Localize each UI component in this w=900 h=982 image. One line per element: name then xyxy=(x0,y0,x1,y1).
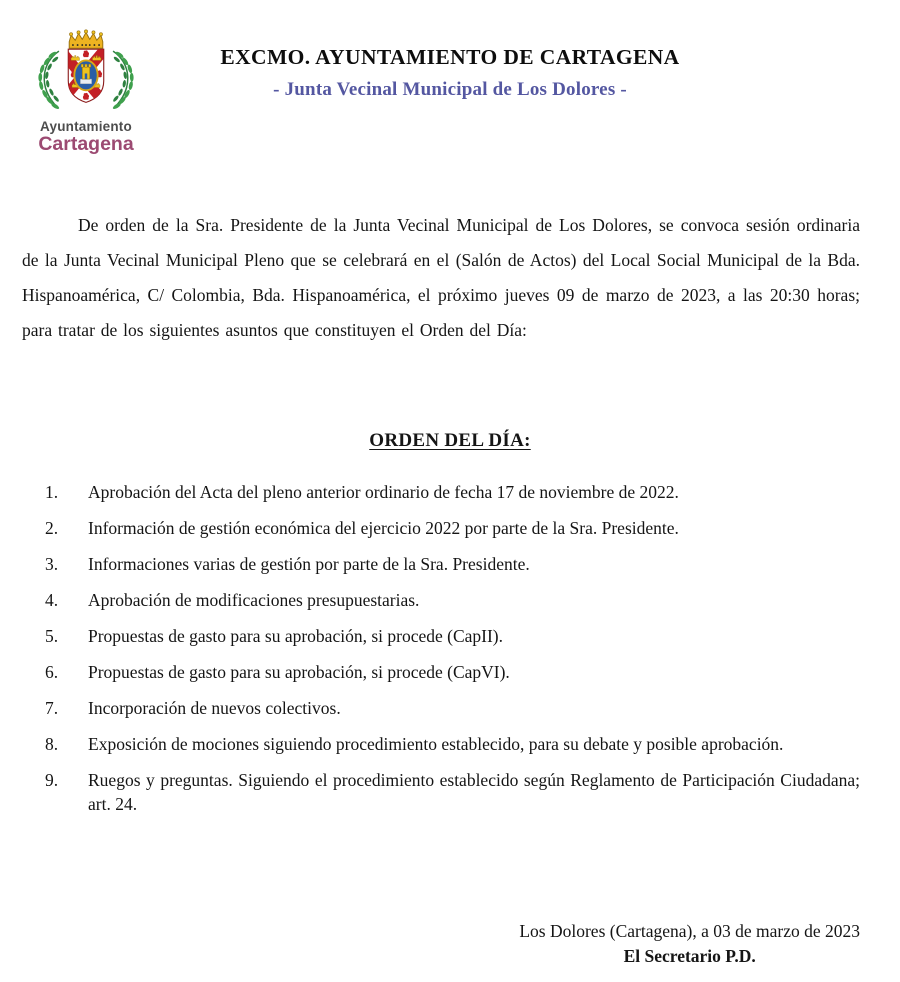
agenda-item-text: Informaciones varias de gestión por parte de la Sra. Presidente. xyxy=(88,554,530,574)
agenda-item-number: 6. xyxy=(45,662,59,682)
logo-city-text: Cartagena xyxy=(38,133,134,155)
agenda-item xyxy=(45,696,860,720)
agenda-item-number: 1. xyxy=(45,482,59,502)
agenda-item xyxy=(45,588,860,612)
agenda-item xyxy=(45,768,860,816)
agenda-item xyxy=(45,624,860,648)
agenda-item-text: Aprobación del Acta del pleno anterior ordinario de fecha 17 de noviembre de 2022. xyxy=(88,482,679,502)
agenda-item xyxy=(45,480,860,504)
agenda-item xyxy=(45,552,860,576)
page-subtitle: - Junta Vecinal Municipal de Los Dolores - xyxy=(273,79,627,100)
agenda-heading: ORDEN DEL DÍA: xyxy=(369,430,531,451)
signature-title: El Secretario P.D. xyxy=(623,946,756,966)
agenda-item xyxy=(45,660,860,684)
agenda-item-text: Propuestas de gasto para su aprobación, si procede (CapVI). xyxy=(88,662,510,682)
agenda-item-number: 7. xyxy=(45,698,59,718)
agenda-item-number: 9. xyxy=(45,770,59,790)
agenda-item xyxy=(45,732,860,756)
agenda-item-number: 2. xyxy=(45,518,59,538)
page-title: EXCMO. AYUNTAMIENTO DE CARTAGENA xyxy=(220,45,680,69)
logo-org-text: Ayuntamiento xyxy=(40,119,132,134)
dateline: Los Dolores (Cartagena), a 03 de marzo de 2023 xyxy=(519,921,860,941)
agenda-list xyxy=(45,480,860,816)
agenda-item-number: 4. xyxy=(45,590,59,610)
convocation-paragraph: De orden de la Sra. Presidente de la Junta Vecinal Municipal de Los Dolores, se convoca sesión ordinaria de la Junta Vecinal Municipal Pleno que se celebrará en el (Salón de Actos) del Local Social Municipal de la Bda. Hispanoamérica, C/ Colombia, Bda. Hispanoamérica, el próximo jueves 09 de marzo de 2023, a las 20:30 horas; para tratar de los siguientes asuntos que constituyen el Orden del Día: xyxy=(22,215,860,340)
agenda-item xyxy=(45,516,860,540)
agenda-item-number: 5. xyxy=(45,626,59,646)
agenda-item-number: 3. xyxy=(45,554,59,574)
crown-icon xyxy=(69,30,103,48)
agenda-item-text: Exposición de mociones siguiendo procedimiento establecido, para su debate y posible aprobación. xyxy=(88,734,784,754)
agenda-item-text: Información de gestión económica del ejercicio 2022 por parte de la Sra. Presidente. xyxy=(88,518,679,538)
city-logo xyxy=(26,28,146,155)
document-footer xyxy=(519,919,860,967)
agenda-item-text: Incorporación de nuevos colectivos. xyxy=(88,698,341,718)
agenda-item-number: 8. xyxy=(45,734,59,754)
agenda-item-text: Aprobación de modificaciones presupuestarias. xyxy=(88,590,420,610)
cartagena-coat-of-arms-icon xyxy=(30,28,142,118)
agenda-item-text: Ruegos y preguntas. Siguiendo el procedimiento establecido según Reglamento de Participación Ciudadana; art. 24. xyxy=(88,770,860,814)
agenda-item-text: Propuestas de gasto para su aprobación, si procede (CapII). xyxy=(88,626,504,646)
